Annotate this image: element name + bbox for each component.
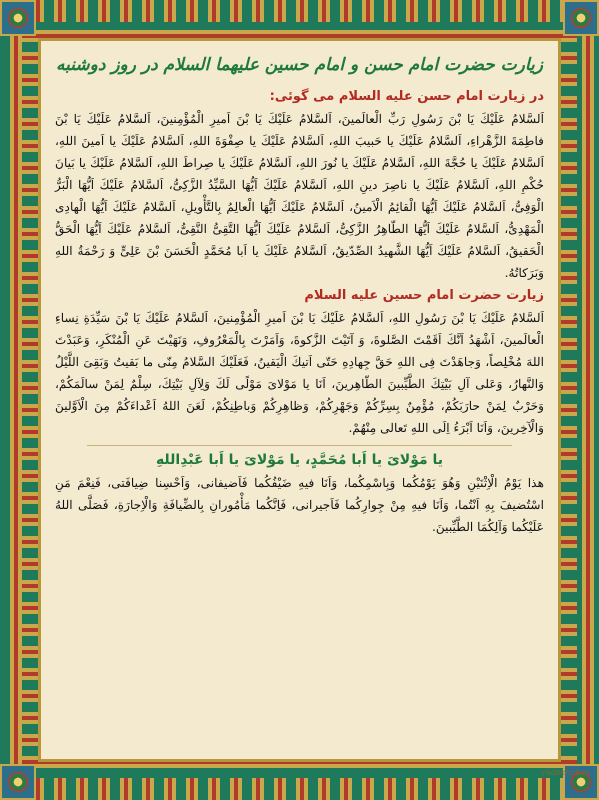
corner-ornament-icon [0,764,36,800]
page-title: زیارت حضرت امام حسن و امام حسین علیهما السلام در روز دوشنبه [56,55,543,75]
watermark: yadekhoban [541,768,591,777]
invocation-text: هذا یَوْمُ الْاِثْنَیْنِ وَهُوَ یَوْمُكُما وَبِاسْمِكُما، وَاَنَا فیهِ ضَیْفُكُما فَاَضیفانی، وَاَحْسِنا ضِیافَتی، فَنِعْمَ مَنِ اسْتُضیفَ بِهِ اَنْتُما، وَاَنَا فیهِ مِنْ جِوارِكُما فَاَجیرانی، فَاِنَّكُما مَأْمُورانِ بِالضِّیافَةِ وَالْاِجارَةِ، فَصَلَّی اللهُ عَلَیْكُما وَآلِكُمَا الطَّیِّبینَ. [55,476,544,534]
divider [87,445,512,446]
ziyarat-text-imam-hasan: اَلسَّلامُ عَلَیْكَ یَا بْنَ رَسُولِ رَبِّ الْعالَمینَ، اَلسَّلامُ عَلَیْكَ یَا بْنَ اَمیرِ الْمُؤْمِنینَ، اَلسَّلامُ عَلَیْكَ یَا بْنَ فاطِمَةَ الزَّهْراءِ، اَلسَّلامُ عَلَیْكَ یا حَبیبَ اللهِ، اَلسَّلامُ عَلَیْكَ یا صِفْوَةَ اللهِ، اَلسَّلامُ عَلَیْكَ یا اَمینَ اللهِ، اَلسَّلامُ عَلَیْكَ یا حُجَّةَ اللهِ، اَلسَّلامُ عَلَیْكَ یا نُورَ اللهِ، اَلسَّلامُ عَلَیْكَ یا صِراطَ اللهِ، اَلسَّلامُ عَلَیْكَ یا بَیانَ حُكْمِ اللهِ، اَلسَّلامُ عَلَیْكَ یا ناصِرَ دینِ اللهِ، اَلسَّلامُ عَلَیْكَ اَیُّهَا السَّیِّدُ الزَّكِیُّ، اَلسَّلامُ عَلَیْكَ اَیُّهَا الْبَرُّ الْوَفِیُّ، اَلسَّلامُ عَلَیْكَ اَیُّهَا الْقائِمُ الْاَمینُ، اَلسَّلامُ عَلَیْكَ اَیُّهَا الْعالِمُ بِالتَّأْویلِ، اَلسَّلامُ عَلَیْكَ اَیُّهَا الْهادِی الْمَهْدِیُّ، اَلسَّلامُ عَلَیْكَ اَیُّهَا الطّاهِرُ الزَّكِیُّ، اَلسَّلامُ عَلَیْكَ اَیُّهَا التَّقِیُّ النَّقِیُّ، اَلسَّلامُ عَلَیْكَ اَیُّهَا الْحَقُّ الْحَقیقُ، اَلسَّلامُ عَلَیْكَ اَیُّهَا الشَّهیدُ الصِّدّیقُ، اَلسَّلامُ عَلَیْكَ یا اَبا مُحَمَّدٍ الْحَسَنَ بْنَ عَلِیٍّ وَ رَحْمَةُ اللهِ وَبَرَكاتُهُ. [55,112,544,280]
corner-ornament-icon [563,0,599,36]
section-heading-imam-hasan: در زیارت امام حسن علیه السلام می گوئی: [269,89,544,104]
document-page [38,38,591,777]
corner-ornament-icon [0,0,36,36]
ziyarat-text-imam-husayn: اَلسَّلامُ عَلَیْكَ یَا بْنَ رَسُولِ اللهِ، اَلسَّلامُ عَلَیْكَ یَا بْنَ اَمیرِ الْمُؤْمِنینَ، اَلسَّلامُ عَلَیْكَ یَا بْنَ سَیِّدَةِ نِساءِ الْعالَمینَ، اَشْهَدُ اَنَّكَ اَقَمْتَ الصَّلوةَ، وَ آتَیْتَ الزَّكوةَ، وَاَمَرْتَ بِالْمَعْرُوفِ، وَنَهَیْتَ عَنِ الْمُنْكَرِ، وَعَبَدْتَ اللهَ مُخْلِصاً، وَجاهَدْتَ فِی اللهِ حَقَّ جِهادِهِ حَتّی اَتیكَ الْیَقینُ، فَعَلَیْكَ السَّلامُ مِنّی ما بَقیتُ وَبَقِیَ اللَّیْلُ وَالنَّهارُ، وَعَلی آلِ بَیْتِكَ الطَّیِّبینَ الطّاهِرینَ، اَنَا یا مَوْلایَ مَوْلًی لَكَ وَلِآلِ بَیْتِكَ، سِلْمٌ لِمَنْ سالَمَكُمْ، وَحَرْبٌ لِمَنْ حارَبَكُمْ، مُؤْمِنٌ بِسِرِّكُمْ وَجَهْرِكُمْ، وَظاهِرِكُمْ وَباطِنِكُمْ، لَعَنَ اللهُ اَعْداءَكُمْ مِنَ الْاَوَّلینَ وَالْآخِرینَ، وَاَنَا اَبْرَءُ اِلَی اللهِ تَعالی مِنْهُمْ. [55,311,544,435]
section-heading-invocation: یا مَوْلایَ یا اَبا مُحَمَّدٍ، یا مَوْلایَ یا اَبا عَبْدِاللهِ [155,452,444,468]
section-heading-imam-husayn: زیارت حضرت امام حسین علیه السلام [304,288,544,303]
document-content [47,47,552,753]
